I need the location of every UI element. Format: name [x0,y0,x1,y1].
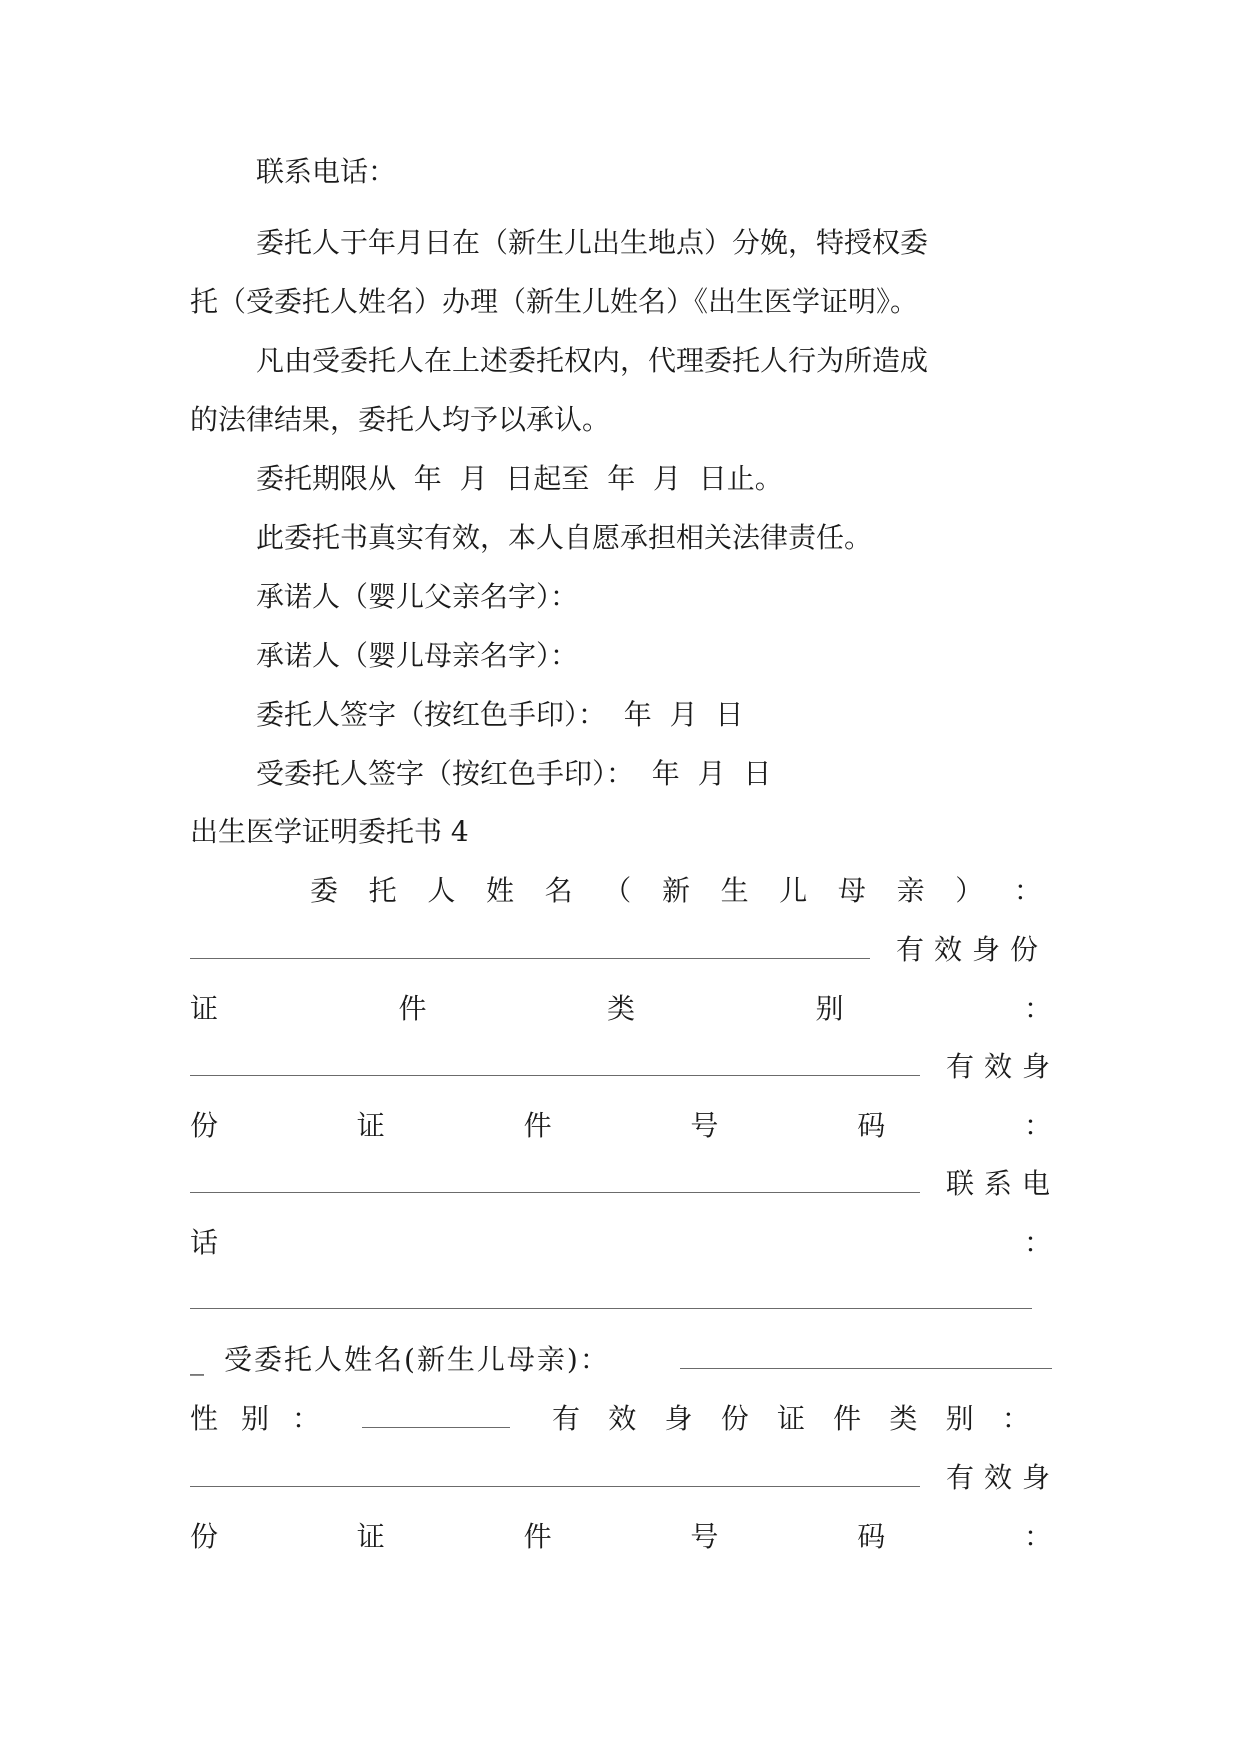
principal-name-label: 委 托 人 姓 名 （ 新 生 儿 母 亲 ） ： [310,874,1042,907]
paragraph-1-line-2: 托（受委托人姓名）办理（新生儿姓名）《出生医学证明》。 [190,285,919,318]
paragraph-2-line-1: 凡由受委托人在上述委托权内，代理委托人行为所造成 [256,344,929,377]
id-type-label: 证 件 类 别 ： [190,992,1052,1025]
promisor-father-line: 承诺人（婴儿父亲名字）： [256,580,579,613]
id-type-blank [190,1075,920,1076]
validity-statement: 此委托书真实有效，本人自愿承担相关法律责任。 [256,521,873,554]
section-heading: 出生医学证明委托书 4 [190,815,469,848]
agent-id-number-label-start: 有效身 [946,1461,1061,1494]
agent-name-label: 受委托人姓名(新生儿母亲)： [224,1343,610,1376]
id-number-label-start: 有效身 [946,1050,1061,1083]
gender-label: 性 别 ： [190,1402,320,1435]
agent-name-blank [680,1368,1052,1369]
contact-phone-line: 联系电话： [256,155,397,188]
phone-blank [190,1308,1032,1309]
paragraph-1-line-1: 委托人于年月日在（新生儿出生地点）分娩，特授权委 [256,226,929,259]
agent-signature-line: 受委托人签字（按红色手印）： 年 月 日 [256,757,772,790]
entrust-period-line: 委托期限从 年 月 日起至 年 月 日止。 [256,462,783,495]
id-number-label: 份 证 件 号 码 ： [190,1109,1052,1142]
principal-name-blank [190,958,870,959]
agent-id-number-label: 份 证 件 号 码 ： [190,1520,1052,1553]
agent-id-type-blank [190,1486,920,1487]
agent-id-type-label: 有 效 身 份 证 件 类 别 ： [552,1402,1030,1435]
principal-signature-line: 委托人签字（按红色手印）： 年 月 日 [256,698,744,731]
id-type-label-start: 有效身份 [896,933,1049,966]
paragraph-2-line-2: 的法律结果，委托人均予以承认。 [190,403,611,436]
agent-name-prefix: _ [190,1343,204,1376]
id-number-blank [190,1192,920,1193]
gender-blank [362,1427,510,1428]
promisor-mother-line: 承诺人（婴儿母亲名字）： [256,639,579,672]
phone-label: 话 ： [190,1226,1052,1259]
phone-label-start: 联系电 [946,1167,1061,1200]
